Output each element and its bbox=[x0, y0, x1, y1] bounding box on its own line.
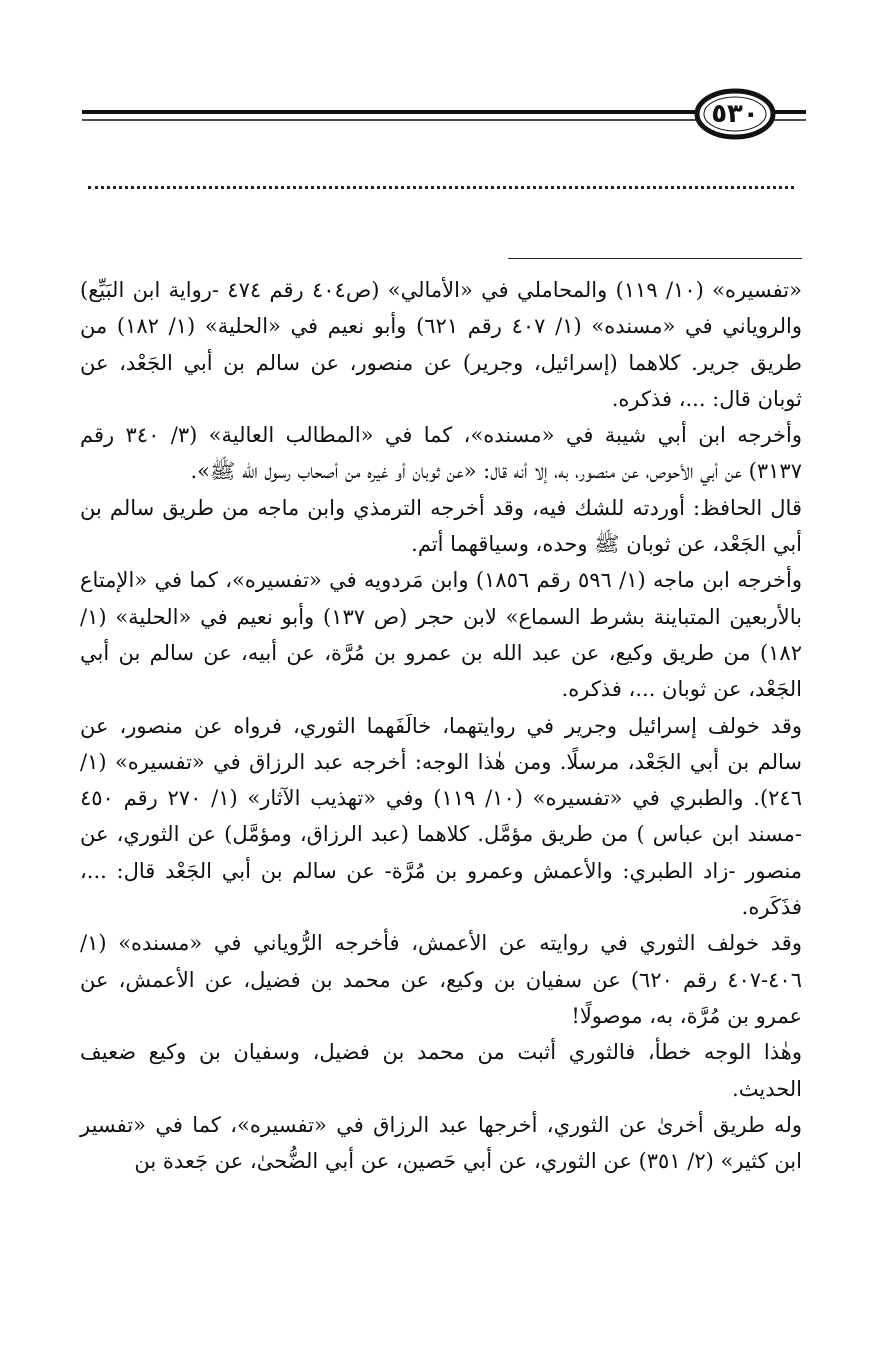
page-header bbox=[0, 0, 879, 160]
paragraph: وأخرجه ابن ماجه (١/ ٥٩٦ رقم ١٨٥٦) وابن مَردويه في «تفسيره»، كما في «الإمتاع بالأربعين المتباينة بشرط السماع» لابن حجر (ص ١٣٧) وأبو نعيم في «الحلية» (١/ ١٨٢) من طريق وكيع، عن عبد الله بن عمرو بن مُرَّة، عن أبيه، عن سالم بن أبي الجَعْد، عن ثوبان ...، فذكره. bbox=[80, 568, 802, 702]
header-ornament bbox=[0, 0, 879, 160]
dotted-separator bbox=[88, 186, 794, 189]
page-number: ٥٣٠ bbox=[711, 99, 759, 129]
paragraph: وقد خولف الثوري في روايته عن الأعمش، فأخرجه الرُّوياني في «مسنده» (١/ ٤٠٦-٤٠٧ رقم ٦٢٠) عن سفيان بن وكيع، عن محمد بن فضيل، عن الأعمش، عن عمرو بن مُرَّة، به، موصولًا! bbox=[80, 931, 802, 1028]
paragraph: وقد خولف إسرائيل وجرير في روايتهما، خالَفَهما الثوري، فرواه عن منصور، عن سالم بن أبي الجَعْد، مرسلًا. ومن هٰذا الوجه: أخرجه عبد الرزاق في «تفسيره» (١/ ٢٤٦). والطبري في «تفسيره» (١٠/ ١١٩) وفي «تهذيب الآثار» (١/ ٢٧٠ رقم ٤٥٠ -مسند ابن عباس ) من طريق مؤمَّل. كلاهما (عبد الرزاق، ومؤمَّل) عن الثوري، عن منصور -زاد الطبري: والأعمش وعمرو بن مُرَّة- عن سالم بن أبي الجَعْد قال: ...، فذَكَره. bbox=[80, 713, 802, 920]
paragraph: «تفسيره» (١٠/ ١١٩) والمحاملي في «الأمالي» (ص٤٠٤ رقم ٤٧٤ -رواية ابن البَيِّع) والروياني في «مسنده» (١/ ٤٠٧ رقم ٦٢١) وأبو نعيم في «الحلية» (١/ ١٨٢) من طريق جرير. كلاهما (إسرائيل، وجرير) عن منصور، عن سالم بن أبي الجَعْد، عن ثوبان قال: ...، فذكره. bbox=[80, 278, 802, 411]
paragraph: قال الحافظ: أوردته للشك فيه، وقد أخرجه الترمذي وابن ماجه من طريق سالم بن أبي الجَعْد، عن ثوبان ﷺ وحده، وسياقهما أتم. bbox=[80, 495, 802, 557]
paragraph: وهٰذا الوجه خطأ، فالثوري أثبت من محمد بن فضيل، وسفيان بن وكيع ضعيف الحديث. bbox=[80, 1040, 802, 1101]
paragraph: وأخرجه ابن أبي شيبة في «مسنده»، كما في «المطالب العالية» (٣/ ٣٤٠ رقم ٣١٣٧) عن أبي الأحوص، عن منصور، به، إلا أنه قال: «عن ثوبان أو غيره من أصحاب رسول الله ﷺ». bbox=[80, 423, 802, 484]
paragraph: وله طريق أخرىٰ عن الثوري، أخرجها عبد الرزاق في «تفسيره»، كما في «تفسير ابن كثير» (٢/ ٣٥١) عن الثوري، عن أبي حَصين، عن أبي الضُّحىٰ، عن جَعدة بن bbox=[80, 1112, 802, 1174]
footnote-text bbox=[80, 272, 802, 1179]
footnote-separator bbox=[508, 258, 802, 259]
